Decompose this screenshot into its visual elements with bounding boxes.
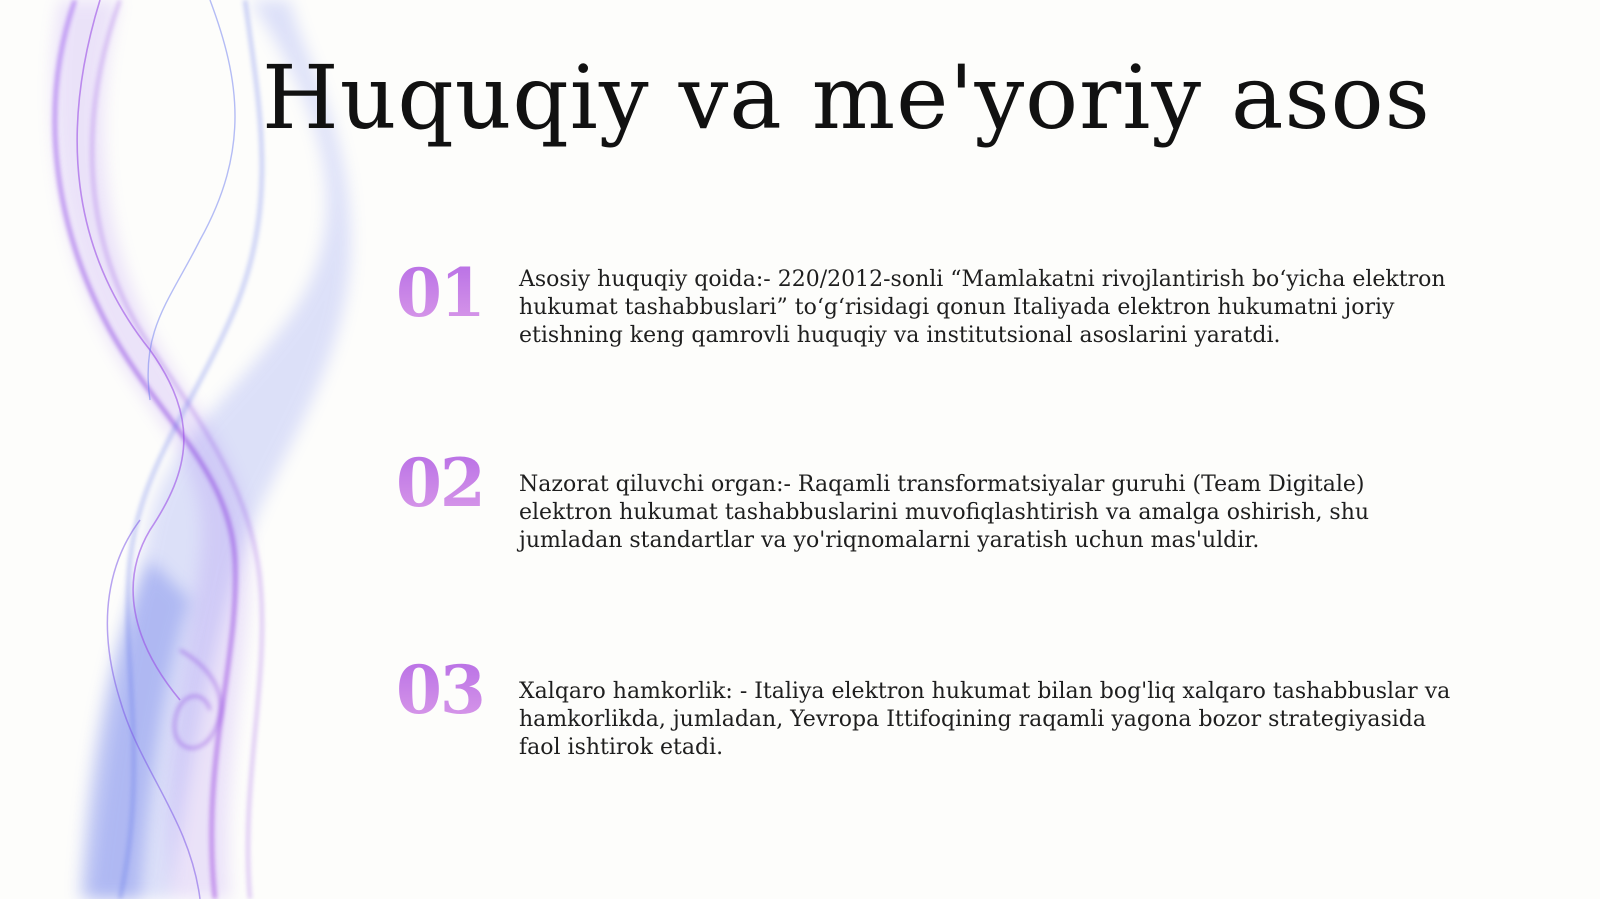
item-text-01: Asosiy huquqiy qoida:- 220/2012-sonli “Mamlakatni rivojlantirish bo‘yicha elektron hukumat tashabbuslari” to‘g‘risidagi qonun Italiyada elektron hukumatni joriy etishning keng qamrovli huquqiy va institutsional asoslarini yaratdi.: [519, 267, 1446, 348]
item-number-01: 01: [396, 254, 484, 332]
slide-title: Huquqiy va me'yoriy asos: [262, 46, 1431, 149]
item-text-03: Xalqaro hamkorlik: - Italiya elektron hukumat bilan bog'liq xalqaro tashabbuslar va hamkorlikda, jumladan, Yevropa Ittifoqining raqamli yagona bozor strategiyasida faol ishtirok etadi.: [519, 679, 1451, 760]
item-text-02: Nazorat qiluvchi organ:- Raqamli transformatsiyalar guruhi (Team Digitale) elektron hukumat tashabbuslarini muvofiqlashtirish va amalga oshirish, shu jumladan standartlar va yo'riqnomalarni yaratish uchun mas'uldir.: [519, 472, 1370, 553]
item-number-02: 02: [396, 444, 484, 522]
item-number-03: 03: [396, 651, 484, 729]
